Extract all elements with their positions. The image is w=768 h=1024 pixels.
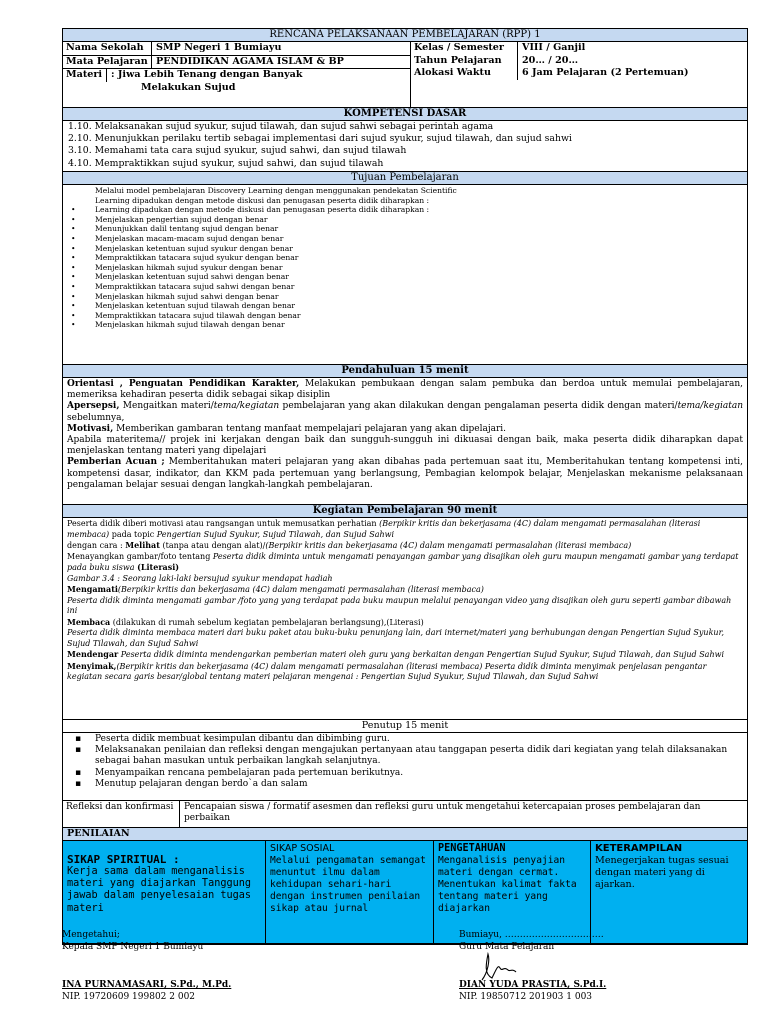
footer-guru: Guru Mata Pelajaran: [459, 942, 555, 952]
apersepsi-paragraph: Apersepsi, Mengaitkan materi/tema/kegiatan pembelajaran yang akan dilakukan dengan pengalaman peserta didik dengan materi/tema/kegiatan sebelumnya,: [67, 401, 744, 423]
kegiatan-body: [63, 518, 747, 720]
penutup-item: ▪ Peserta didik membuat kesimpulan dibantu dan dibimbing guru.: [63, 734, 747, 745]
spiritual-title: SIKAP SPIRITUAL :: [67, 853, 180, 866]
penutup-item: ▪ Melaksanakan penilaian dan refleksi dengan mengajukan pertanyaan atau tanggapan peserta didik dari kegiatan yang telah dilaksanakan sebagai bahan masukan untuk perbaikan langkah selanjutnya.: [63, 745, 747, 767]
tujuan-item: • Learning dipadukan dengan metode diskusi dan penugasan peserta didik diharapkan :: [63, 205, 747, 215]
mapel-label: Mata Pelajaran: [63, 56, 152, 69]
tujuan-item: • Menjelaskan ketentuan sujud syukur dengan benar: [63, 244, 747, 254]
sekolah-value: SMP Negeri 1 Bumiayu: [156, 42, 282, 53]
mapel-value: PENDIDIKAN AGAMA ISLAM & BP: [156, 55, 344, 67]
kegiatan-paragraph: Menyimak,(Berpikir kritis dan bekerjasama (4C) dalam mengamati permasalahan (literasi membaca) Peserta didik diminta menyimak penjelasan pengantar kegiatan secara garis besar/global tentang materi pelajaran mengenai : Pengertian Sujud Syukur, Sujud Tilawah, dan Sujud Sahwi: [67, 660, 707, 681]
tujuan-item: • Menjelaskan pengertian sujud dengan benar: [63, 215, 747, 225]
penilaian-keterampilan: [591, 841, 747, 943]
footer-mengetahui: Mengetahui;: [62, 930, 120, 940]
keterampilan-text: Menegerjakan tugas sesuai dengan materi yang di ajarkan.: [595, 855, 729, 890]
kelas-label: Kelas / Semester: [411, 42, 518, 55]
refleksi-value: Pencapaian siswa / formatif asesmen dan refleksi guru untuk mengetahui ketercapaian proses pembelajaran dan perbaikan: [184, 802, 701, 824]
materi-value-2: Melakukan Sujud: [141, 81, 236, 93]
gambar-caption: Gambar 3.4 : Seorang laki-laki bersujud syukur mendapat hadiah: [67, 573, 333, 583]
tahun-label: Tahun Pelajaran: [411, 55, 518, 68]
motivasi-paragraph: Motivasi, Memberikan gambaran tentang manfaat mempelajari pelajaran yang akan dipelajari.: [67, 423, 507, 434]
tujuan-item: • Menjelaskan hikmah sujud tilawah dengan benar: [63, 320, 747, 330]
acuan-paragraph: Pemberian Acuan ; Memberitahukan materi pelajaran yang akan dibahas pada pertemuan saat itu, Memberitahukan tentang kompetensi inti, kompetensi dasar, indikator, dan KKM pada pertemuan yang berlangsung, Pembagian kelompok belajar, Menjelaskan mekanisme pelaksanaan pengalaman belajar sesuai dengan langkah-langkah pembelajaran.: [67, 457, 743, 490]
tujuan-item: • Mempraktikkan tatacara sujud sahwi dengan benar: [63, 282, 747, 292]
penilaian-spiritual: [63, 841, 266, 943]
tujuan-item: • Menjelaskan hikmah sujud syukur dengan benar: [63, 263, 747, 273]
orientasi-paragraph: Orientasi , Penguatan Pendidikan Karakter, Melakukan pembukaan dengan salam pembuka dan berdoa untuk memulai pembelajaran, memeriksa kehadiran peserta didik sebagai sikap disiplin: [67, 379, 743, 401]
kegiatan-paragraph: Menayangkan gambar/foto tentang Peserta didik diminta untuk mengamati penayangan gambar yang disajikan oleh guru maupun mengamati gambar yang terdapat pada buku siswa (Literasi): [67, 551, 739, 572]
tujuan-intro: Learning dipadukan dengan metode diskusi dan penugasan peserta didik diharapkan :: [95, 195, 430, 205]
penilaian-sosial: [266, 841, 434, 943]
kelas-value: VIII / Ganjil: [522, 42, 586, 53]
keterampilan-title: KETERAMPILAN: [595, 843, 683, 854]
tujuan-item: • Mempraktikkan tatacara sujud tilawah dengan benar: [63, 311, 747, 321]
footer-tanggal: Bumiayu, ……………………………: [459, 930, 604, 940]
header-right: [411, 42, 747, 107]
kompetensi-item: 1.10. Melaksanakan sujud syukur, sujud tilawah, dan sujud sahwi sebagai perintah agama: [68, 121, 494, 132]
kompetensi-item: 2.10. Menunjukkan perilaku tertib sebagai implementasi dari sujud syukur, sujud tilawah, dan sujud sahwi: [68, 133, 572, 145]
penutup-list: [63, 733, 747, 801]
penutup-item: ▪ Menutup pelajaran dengan berdo`a dan salam: [63, 779, 747, 790]
penutup-item: ▪ Menyampaikan rencana pembelajaran pada pertemuan berikutnya.: [63, 768, 747, 779]
sosial-text: Melalui pengamatan semangat menuntut ilmu dalam kehidupan sehari-hari dengan instrumen penilaian sikap atau jurnal: [270, 855, 426, 914]
header-info: [63, 42, 747, 108]
kegiatan-paragraph: Peserta didik diminta membaca materi dari buku paket atau buku-buku penunjang lain, dari internet/materi yang berhubungan dengan Pengertian Sujud Syukur, Sujud Tilawah, dan Sujud Sahwi: [67, 628, 725, 648]
refleksi-label: Refleksi dan konfirmasi: [63, 801, 180, 827]
materi-label: Materi: [63, 69, 107, 82]
kepala-name: INA PURNAMASARI, S.Pd., M.Pd.: [62, 980, 232, 990]
penutup-heading: Penutup 15 menit: [63, 720, 747, 733]
sosial-title: SIKAP SOSIAL: [270, 843, 335, 854]
kompetensi-heading: KOMPETENSI DASAR: [63, 108, 747, 121]
penilaian-pengetahuan: [434, 841, 591, 943]
tujuan-list: [63, 185, 747, 365]
kegiatan-paragraph: Peserta didik diminta mengamati gambar /foto yang yang terdapat pada buku maupun melalui penayangan video yang disajikan oleh guru seperti gambar dibawah ini: [67, 595, 732, 615]
pendahuluan-heading: Pendahuluan 15 menit: [63, 365, 747, 378]
kegiatan-paragraph: Mengamati(Berpikir kritis dan bekerjasama (4C) dalam mengamati permasalahan (literasi membaca): [67, 584, 484, 594]
kegiatan-paragraph: Peserta didik diberi motivasi atau rangsangan untuk memusatkan perhatian (Berpikir kritis dan bekerjasama (4C) dalam mengamati permasalahan (literasi membaca) pada topic Pengertian Sujud Syukur, Sujud Tilawah, dan Sujud Sahwi: [67, 519, 701, 539]
apabila-paragraph: Apabila materitema// projek ini kerjakan dengan baik dan sungguh-sungguh ini dikuasai dengan baik, maka peserta didik diharapkan dapat menjelaskan tentang materi yang dipelajari: [67, 435, 743, 457]
pengetahuan-title: PENGETAHUAN: [438, 843, 506, 854]
kompetensi-item: 4.10. Mempraktikkan sujud syukur, sujud sahwi, dan sujud tilawah: [68, 157, 384, 169]
guru-nip: NIP. 19850712 201903 1 003: [459, 992, 593, 1002]
kepala-nip: NIP. 19720609 199802 2 002: [62, 992, 196, 1002]
tujuan-intro: Melalui model pembelajaran Discovery Learning dengan menggunakan pendekatan Scientific: [95, 186, 457, 195]
tahun-value: 20… / 20…: [522, 54, 579, 66]
penilaian-heading: PENILAIAN: [63, 828, 747, 841]
kegiatan-paragraph: Mendengar Peserta didik diminta mendengarkan pemberian materi oleh guru yang berkaitan dengan Pengertian Sujud Syukur, Sujud Tilawah, dan Sujud Sahwi: [67, 649, 724, 659]
tujuan-item: • Menjelaskan ketentuan sujud sahwi dengan benar: [63, 272, 747, 282]
waktu-label: Alokasi Waktu: [411, 67, 518, 80]
penilaian-grid: [63, 841, 747, 944]
tujuan-item: • Menjelaskan hikmah sujud sahwi dengan benar: [63, 292, 747, 302]
kompetensi-item: 3.10. Memahami tata cara sujud syukur, sujud sahwi, dan sujud tilawah: [68, 145, 407, 157]
materi-value: : Jiwa Lebih Tenang dengan Banyak: [111, 69, 303, 80]
tujuan-item: • Mempraktikkan tatacara sujud syukur dengan benar: [63, 253, 747, 263]
pendahuluan-body: [63, 378, 747, 505]
spiritual-text: Kerja sama dalam menganalisis materi yang diajarkan Tanggung jawab dalam penyelesaian tugas materi: [67, 866, 252, 914]
tujuan-item: • Menjelaskan macam-macam sujud dengan benar: [63, 234, 747, 244]
kegiatan-paragraph: dengan cara : Melihat (tanpa atau dengan alat)/(Berpikir kritis dan bekerjasama (4C) dalam mengamati permasalahan (literasi membaca): [67, 540, 632, 550]
kompetensi-list: [63, 121, 747, 172]
footer-kepala: Kepala SMP Negeri 1 Bumiayu: [62, 942, 204, 952]
kegiatan-paragraph: Membaca (dilakukan di rumah sebelum kegiatan pembelajaran berlangsung),(Literasi): [67, 616, 424, 627]
tujuan-item: • Menjelaskan ketentuan sujud tilawah dengan benar: [63, 301, 747, 311]
kegiatan-heading: Kegiatan Pembelajaran 90 menit: [63, 505, 747, 518]
waktu-value: 6 Jam Pelajaran (2 Pertemuan): [522, 67, 689, 78]
document-title: RENCANA PELAKSANAAN PEMBELAJARAN (RPP) 1: [63, 29, 747, 42]
tujuan-item: • Menunjukkan dalil tentang sujud dengan benar: [63, 224, 747, 234]
pengetahuan-text: Menganalisis penyajian materi dengan cermat. Menentukan kalimat fakta tentang materi yang diajarkan: [438, 855, 577, 914]
sekolah-label: Nama Sekolah: [63, 42, 152, 55]
rpp-document: [62, 28, 748, 945]
refleksi-row: [63, 801, 747, 828]
tujuan-heading: Tujuan Pembelajaran: [63, 172, 747, 185]
header-left: [63, 42, 411, 107]
guru-name: DIAN YUDA PRASTIA, S.Pd.I.: [459, 980, 607, 990]
